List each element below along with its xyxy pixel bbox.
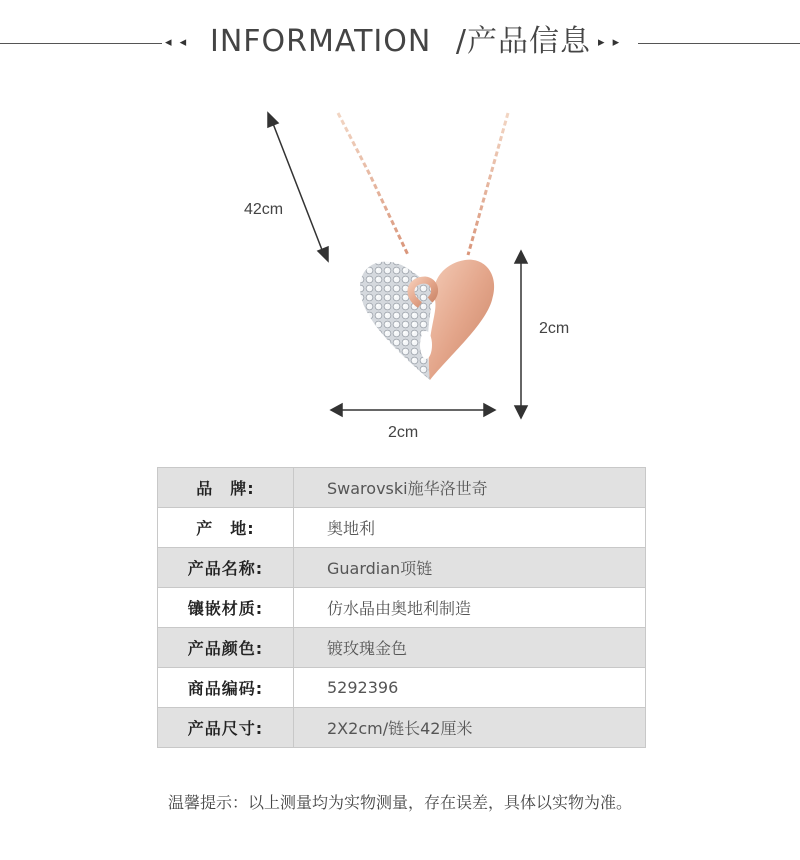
table-row (158, 468, 646, 508)
table-row (158, 708, 646, 748)
chain-left (338, 113, 408, 255)
spec-value: 奥地利 (294, 508, 646, 548)
double-arrow-left-icon: ◂ ◂ (165, 35, 189, 50)
spec-label: 产品颜色: (158, 628, 294, 668)
spec-label: 产品名称: (158, 548, 294, 588)
product-illustration (230, 95, 590, 445)
spec-label: 镶嵌材质: (158, 588, 294, 628)
footer-note: 温馨提示：以上测量均为实物测量，存在误差，具体以实物为准。 (167, 793, 632, 812)
pendant-height-label: 2cm (539, 320, 570, 337)
spec-value: Guardian项链 (294, 548, 646, 588)
heart-opening (420, 331, 432, 359)
rose-gold-band (429, 260, 494, 380)
spec-table (157, 467, 646, 748)
table-row (158, 508, 646, 548)
pendant-width-label: 2cm (388, 424, 419, 441)
title-english: INFORMATION (210, 24, 432, 59)
spec-value: 仿水晶由奥地利制造 (294, 588, 646, 628)
table-row (158, 668, 646, 708)
spec-label: 产 地: (158, 508, 294, 548)
double-arrow-right-icon: ▸ ▸ (598, 35, 622, 50)
table-row (158, 628, 646, 668)
necklace-image (230, 95, 590, 445)
title-separator: / (455, 24, 467, 59)
spec-value: Swarovski施华洛世奇 (294, 468, 646, 508)
header-rule-right (638, 43, 800, 44)
table-row (158, 588, 646, 628)
chain-right (468, 113, 508, 255)
spec-label: 品 牌: (158, 468, 294, 508)
header-rule-left (0, 43, 162, 44)
spec-value: 2X2cm/链长42厘米 (294, 708, 646, 748)
spec-value: 5292396 (294, 668, 646, 708)
section-header (0, 0, 800, 86)
section-title (208, 22, 593, 62)
spec-label: 商品编码: (158, 668, 294, 708)
chain-length-label: 42cm (244, 201, 284, 218)
spec-label: 产品尺寸: (158, 708, 294, 748)
title-chinese: 产品信息 (466, 24, 591, 59)
table-row (158, 548, 646, 588)
spec-value: 镀玫瑰金色 (294, 628, 646, 668)
